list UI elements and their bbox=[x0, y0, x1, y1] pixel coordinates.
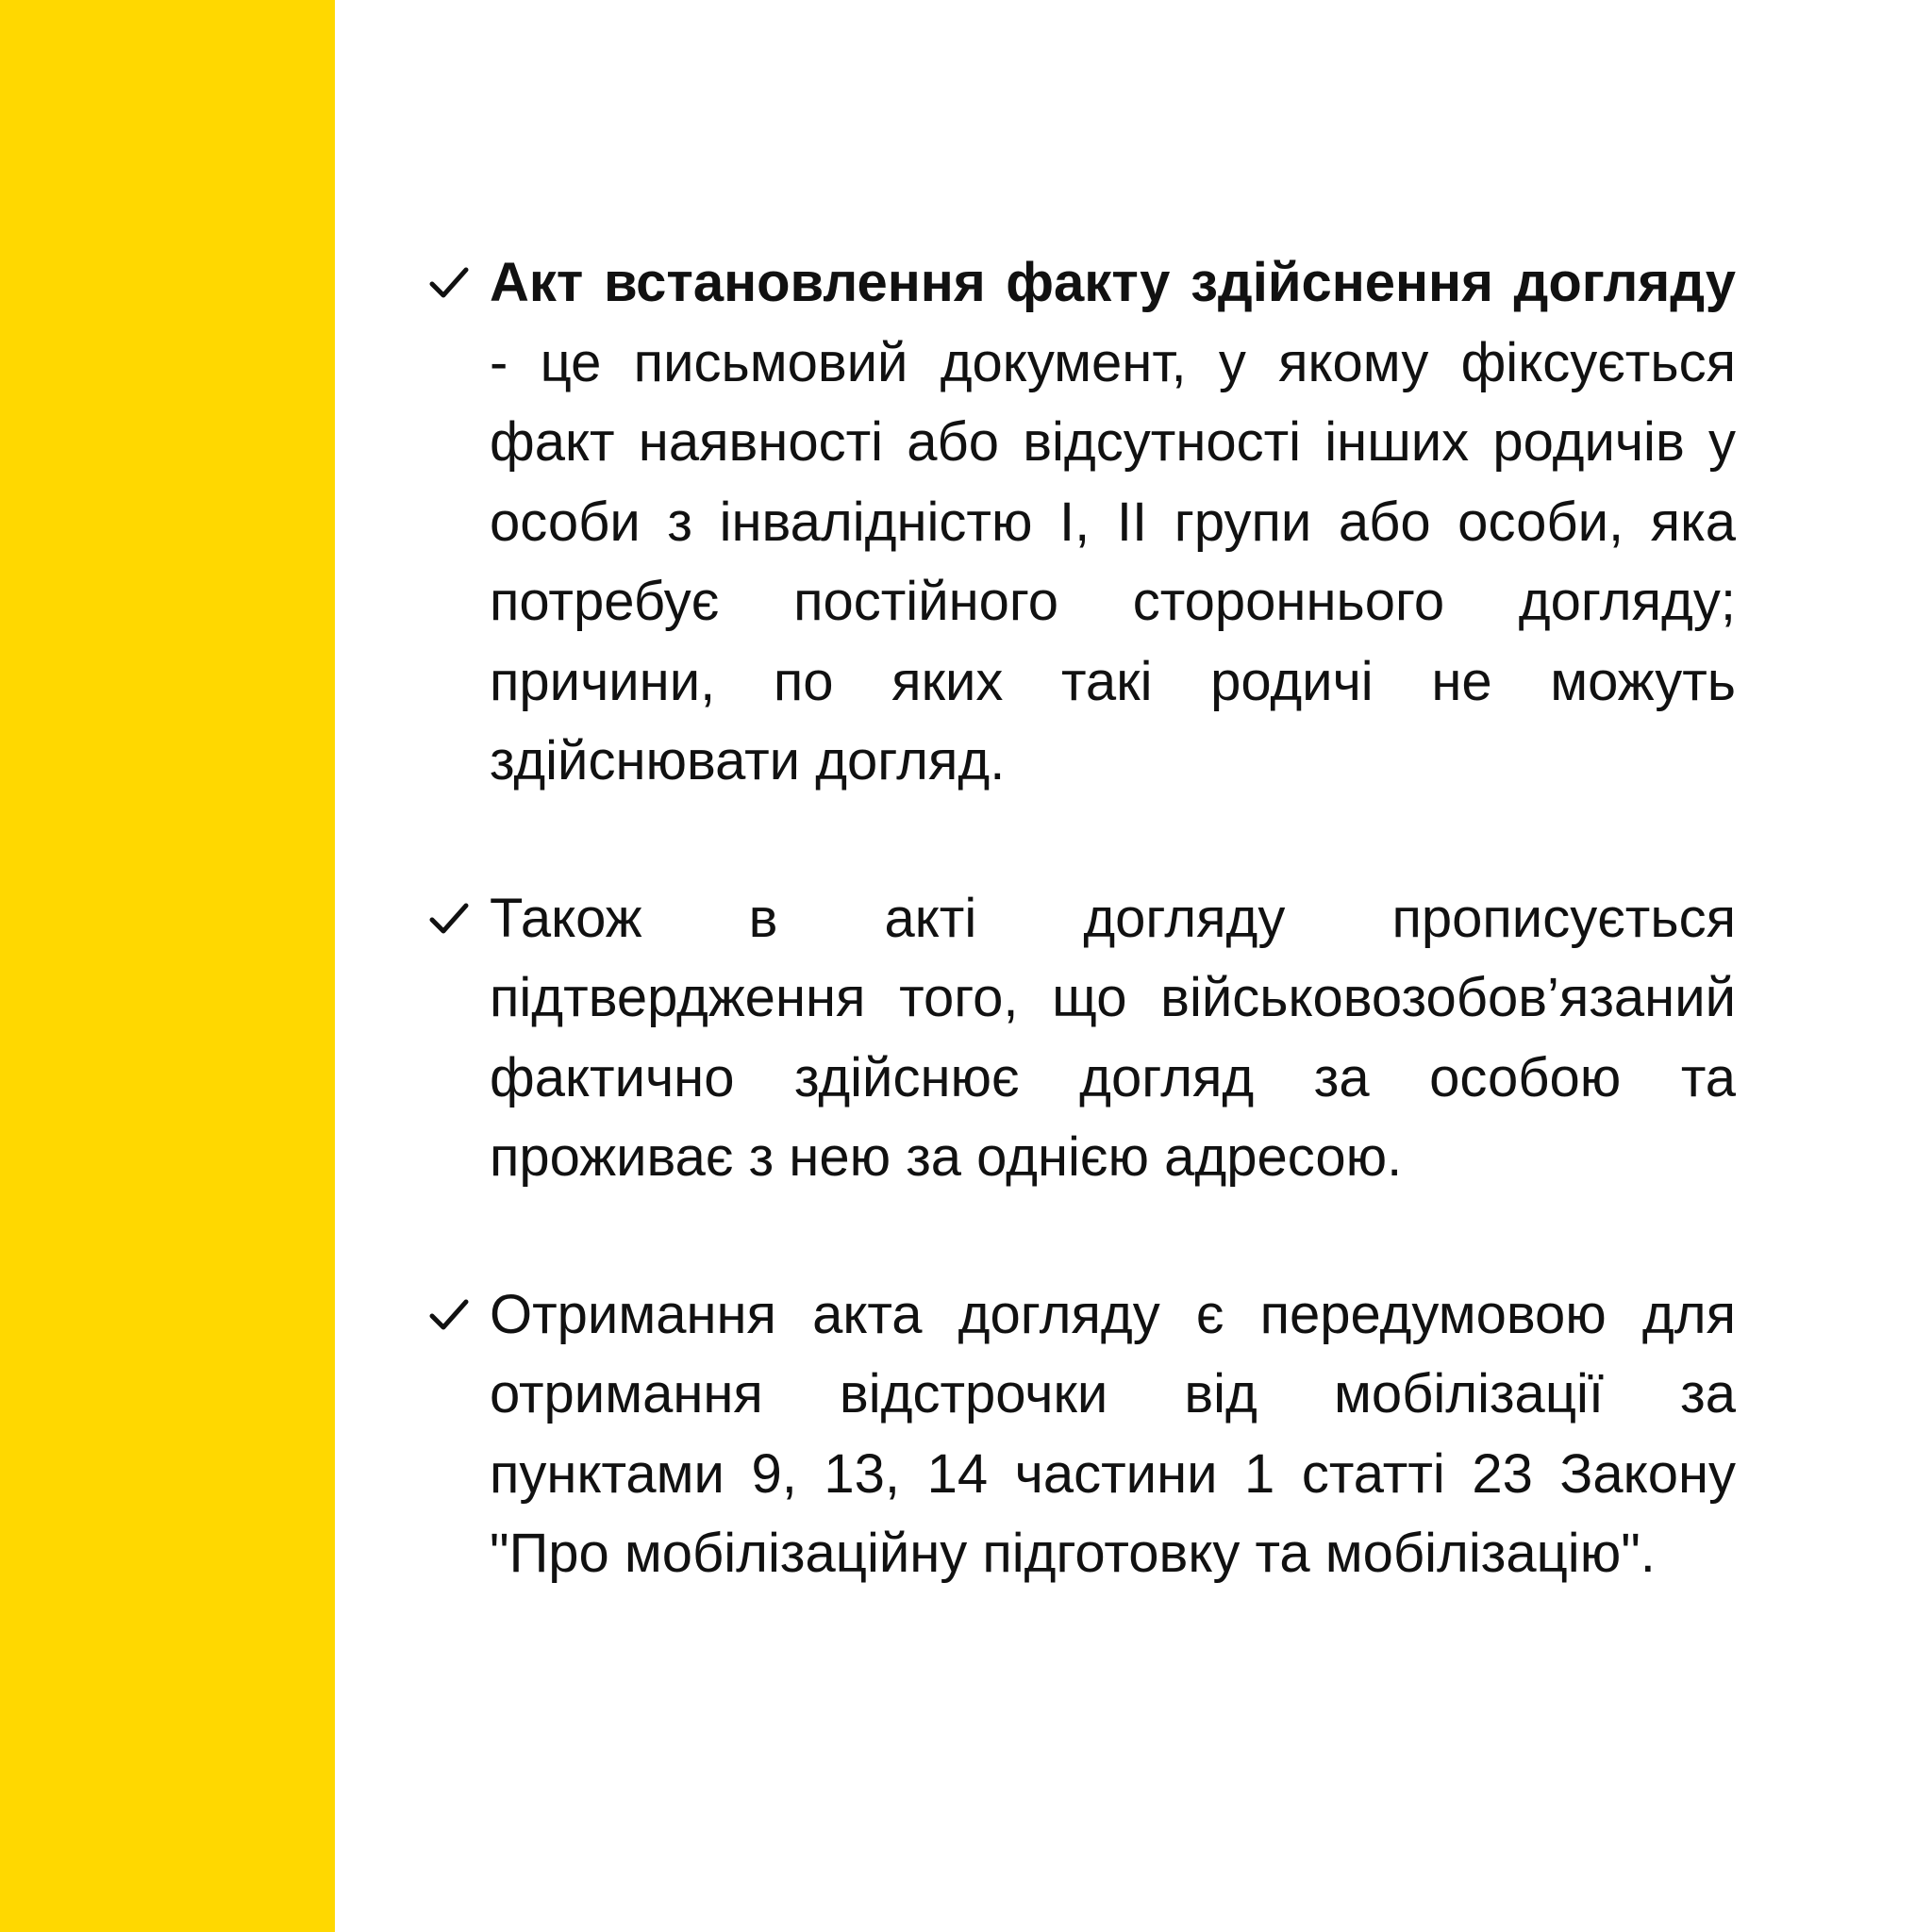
checklist bbox=[429, 243, 1736, 1594]
checklist-item-text: Також в акті догляду прописується підтвердження того, що військовозобов’язаний фактично здійснює догляд за особою та проживає з нею за однією адресою. bbox=[490, 887, 1736, 1188]
checklist-item bbox=[429, 1275, 1736, 1594]
checklist-item-text: Отримання акта догляду є передумовою для отримання відстрочки від мобілізації за пунктами 9, 13, 14 частини 1 статті 23 Закону "Про мобілізаційну підготовку та мобілізацію". bbox=[490, 1283, 1736, 1584]
checklist-item bbox=[429, 879, 1736, 1198]
check-icon bbox=[429, 266, 469, 300]
item-bold-lead: Акт встановлення факту здійснення догляду bbox=[490, 252, 1736, 313]
checklist-item bbox=[429, 243, 1736, 802]
yellow-accent-bar bbox=[0, 0, 335, 1932]
check-icon bbox=[429, 902, 469, 936]
item-body: - це письмовий документ, у якому фіксується факт наявності або відсутності інших родичів у особи з інвалідністю I, II групи або особи, яка потребує постійного стороннього догляду; причини, по яких такі родичі не можуть здійснювати догляд. bbox=[490, 331, 1736, 791]
checklist-item-text bbox=[490, 243, 1736, 802]
check-icon bbox=[429, 1298, 469, 1332]
